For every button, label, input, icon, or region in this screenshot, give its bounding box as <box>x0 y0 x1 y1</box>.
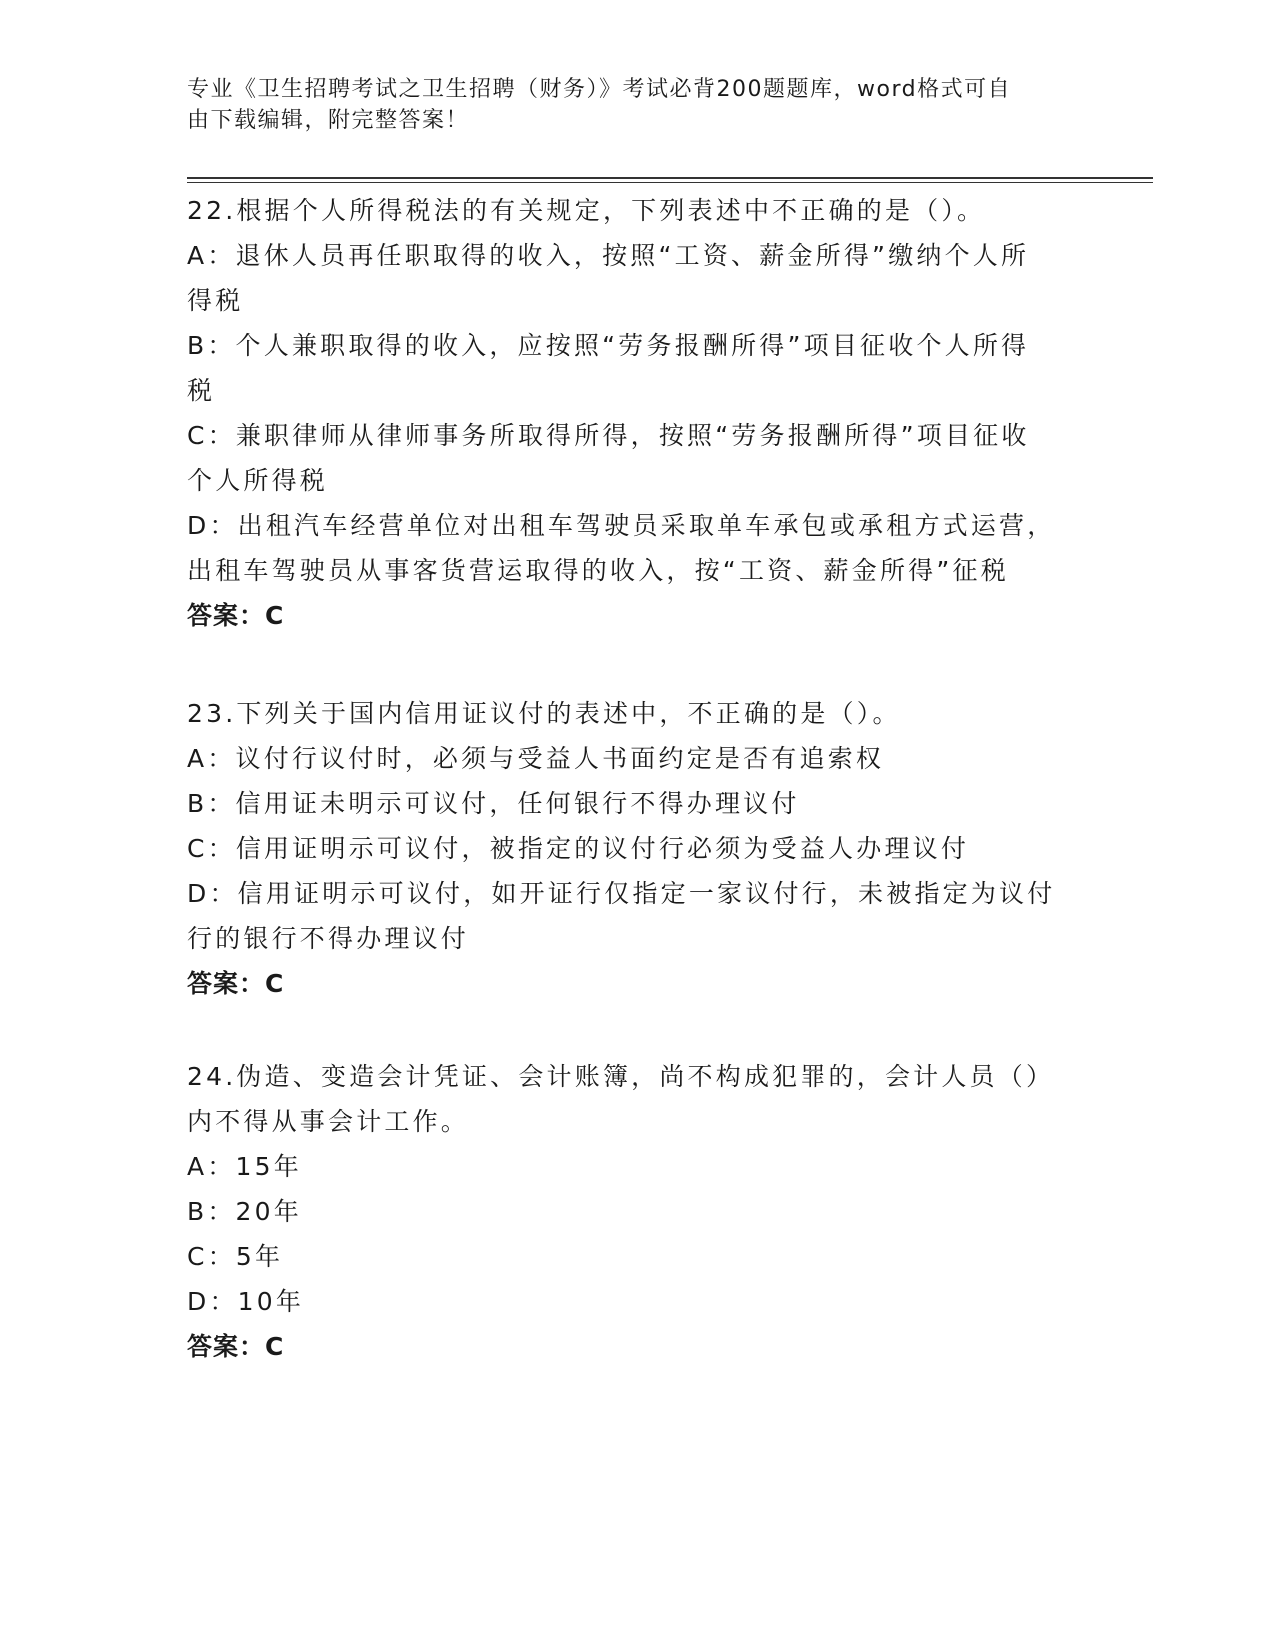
option-a: A：议付行议付时，必须与受益人书面约定是否有追索权 <box>187 744 885 773</box>
option-d: D：信用证明示可议付，如开证行仅指定一家议付行，未被指定为议付 <box>187 879 1056 908</box>
header-line: 由下载编辑，附完整答案！ <box>187 108 470 133</box>
option-d: D：10年 <box>187 1287 305 1316</box>
option-d: D：出租汽车经营单位对出租车驾驶员采取单车承包或承租方式运营， <box>187 511 1056 540</box>
question-stem-cont: 内不得从事会计工作。 <box>187 1107 470 1136</box>
option-c: C：兼职律师从律师事务所取得所得，按照“劳务报酬所得”项目征收 <box>187 421 1030 450</box>
answer-label: 答案：C <box>187 1332 285 1361</box>
option-c-cont: 个人所得税 <box>187 466 329 495</box>
option-d-cont: 出租车驾驶员从事客货营运取得的收入，按“工资、薪金所得”征税 <box>187 556 1009 585</box>
option-c: C：5年 <box>187 1242 284 1271</box>
question-stem: 22.根据个人所得税法的有关规定，下列表述中不正确的是（）。 <box>187 196 986 225</box>
document-header <box>187 74 1067 136</box>
header-line: 专业《卫生招聘考试之卫生招聘（财务）》考试必背200题题库，word格式可自 <box>187 77 1012 102</box>
option-d-cont: 行的银行不得办理议付 <box>187 924 470 953</box>
question-24 <box>187 1054 1087 1369</box>
option-a: A：退休人员再任职取得的收入，按照“工资、薪金所得”缴纳个人所 <box>187 241 1030 270</box>
option-a-cont: 得税 <box>187 286 244 315</box>
header-divider <box>187 177 1153 179</box>
option-a: A：15年 <box>187 1152 302 1181</box>
question-23 <box>187 691 1087 1006</box>
answer-label: 答案：C <box>187 969 285 998</box>
option-b-cont: 税 <box>187 376 216 405</box>
header-divider-thin <box>187 182 1153 183</box>
question-22 <box>187 188 1087 638</box>
question-stem: 24.伪造、变造会计凭证、会计账簿，尚不构成犯罪的，会计人员（） <box>187 1062 1055 1091</box>
option-b: B：个人兼职取得的收入，应按照“劳务报酬所得”项目征收个人所得 <box>187 331 1030 360</box>
question-stem: 23.下列关于国内信用证议付的表述中，不正确的是（）。 <box>187 699 901 728</box>
option-b: B：20年 <box>187 1197 302 1226</box>
answer-label: 答案：C <box>187 601 285 630</box>
option-b: B：信用证未明示可议付，任何银行不得办理议付 <box>187 789 800 818</box>
option-c: C：信用证明示可议付，被指定的议付行必须为受益人办理议付 <box>187 834 970 863</box>
